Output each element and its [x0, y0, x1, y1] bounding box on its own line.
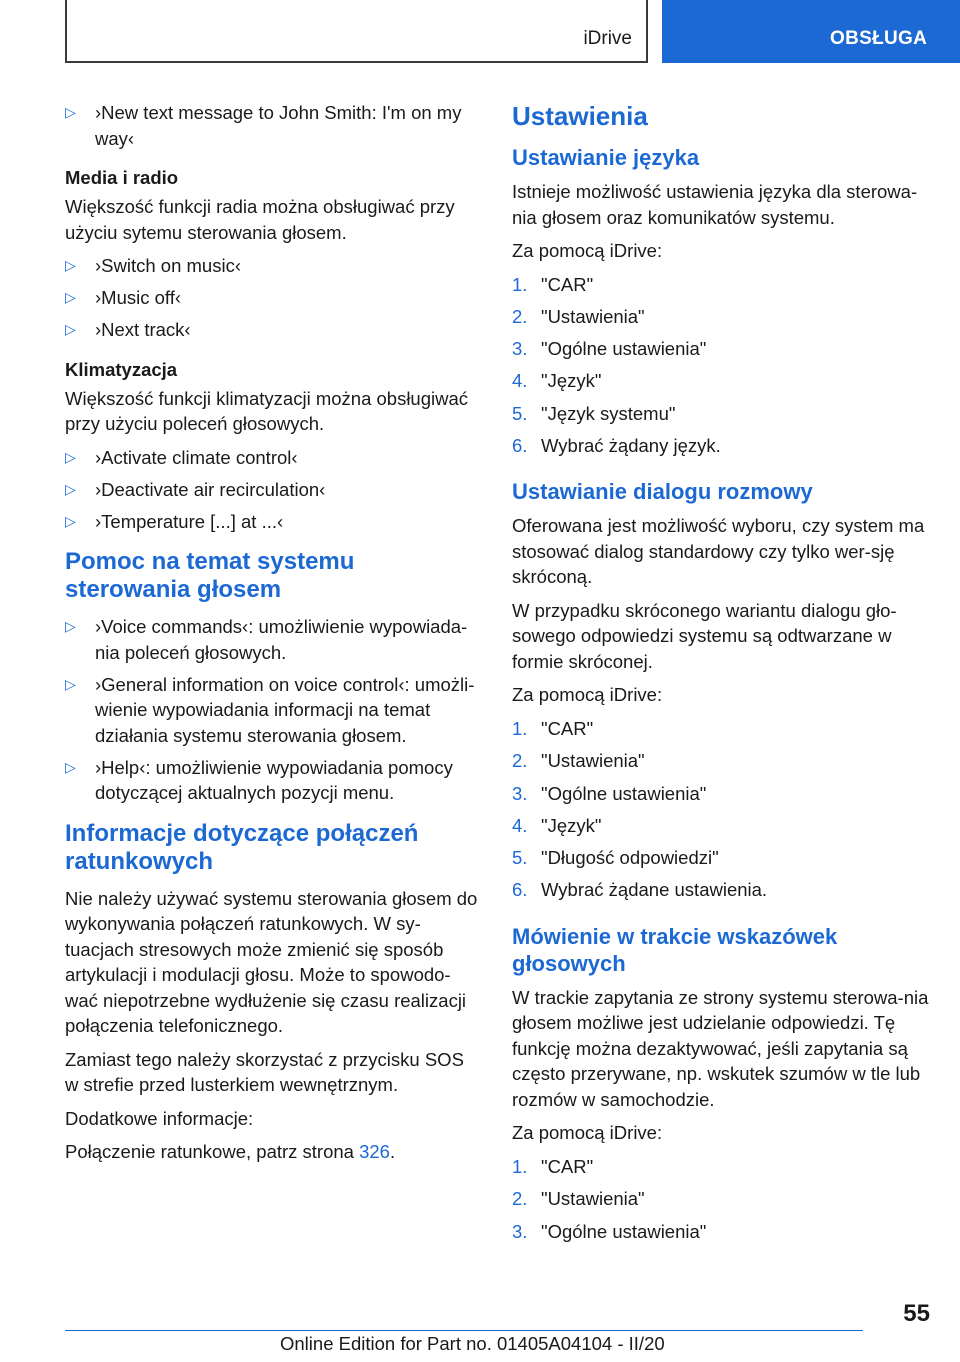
- page-number: 55: [903, 1300, 930, 1327]
- media-text: Większość funkcji radia można obsługiwać przy użyciu sytemu sterowania głosem.: [65, 196, 455, 243]
- voice-hints-steps: [512, 1154, 930, 1244]
- left-column: [65, 100, 480, 1173]
- media-command-list: [65, 253, 480, 343]
- dialog-heading: Ustawianie dialogu rozmowy: [512, 479, 813, 505]
- dialog-paragraph-1: Oferowana jest możliwość wyboru, czy system ma stosować dialog standardowy czy tylko wer-sję skróconą.: [512, 515, 925, 588]
- list-item: ▷ ›General information on voice control‹: umożli-wienie wypowiadania informacji na temat działania systemu sterowania głosem.: [65, 673, 475, 746]
- list-item: 3. "Ogólne ustawienia": [512, 338, 707, 360]
- triangle-bullet-icon: ▷: [65, 289, 76, 305]
- cross-reference: Połączenie ratunkowe, patrz strona 326.: [65, 1141, 396, 1162]
- list-item: 1. "CAR": [512, 1155, 594, 1177]
- emergency-paragraph: Nie należy używać systemu sterowania głosem do wykonywania połączeń ratunkowych. W sy-tuacjach stresowych może zmienić się sposób artykulacji i modulacji głosu. Może to spowodo-wać niepotrzebne wydłużenie się czasu realizacji połączenia telefonicznego.: [65, 887, 478, 1036]
- message-command-list: [65, 100, 480, 151]
- list-item: ▷ ›Voice commands‹: umożliwienie wypowiada-nia poleceń głosowych.: [65, 616, 468, 663]
- climate-title: Klimatyzacja: [65, 358, 178, 380]
- language-heading: Ustawianie języka: [512, 145, 700, 170]
- help-heading: Pomoc na temat systemu sterowania głosem: [65, 548, 355, 603]
- triangle-bullet-icon: ▷: [65, 675, 76, 692]
- list-item: 4. "Język": [512, 814, 602, 836]
- climate-text: Większość funkcji klimatyzacji można obsługiwać przy użyciu poleceń głosowych.: [65, 387, 469, 434]
- list-item: 6. Wybrać żądany język.: [512, 434, 721, 456]
- idrive-instruction: Za pomocą iDrive:: [512, 684, 663, 706]
- list-item: 6. Wybrać żądane ustawienia.: [512, 879, 768, 901]
- chapter-tab-label: OBSŁUGA: [830, 28, 928, 49]
- triangle-bullet-icon: ▷: [65, 321, 76, 337]
- media-title: Media i radio: [65, 167, 179, 188]
- list-item: 2. "Ustawienia": [512, 305, 645, 327]
- emergency-heading: Informacje dotyczące połączeń ratunkowych: [65, 819, 419, 875]
- list-item: ▷ ›Music off‹: [65, 285, 480, 311]
- list-item: ▷ ›Deactivate air recirculation‹: [65, 477, 480, 503]
- triangle-bullet-icon: ▷: [65, 618, 76, 634]
- list-item: ▷ ›Activate climate control‹: [65, 445, 480, 471]
- list-item: 1. "CAR": [512, 273, 594, 295]
- list-item: 3. "Ogólne ustawienia": [512, 1220, 707, 1242]
- triangle-bullet-icon: ▷: [65, 758, 76, 775]
- list-item: ▷ ›Help‹: umożliwienie wypowiadania pomocy dotyczącej aktualnych pozycji menu.: [65, 756, 453, 803]
- right-column: [512, 100, 930, 1251]
- voice-hints-heading: Mówienie w trakcie wskazówek głosowych: [512, 923, 838, 976]
- dialog-steps: [512, 716, 930, 903]
- list-item: ▷ ›Switch on music‹: [65, 253, 480, 279]
- list-item: ▷ ›Next track‹: [65, 317, 480, 343]
- triangle-bullet-icon: ▷: [65, 512, 76, 529]
- list-item: 5. "Język systemu": [512, 402, 676, 424]
- dialog-paragraph-2: W przypadku skróconego wariantu dialogu gło-sowego odpowiedzi systemu są odtwarzane w formie skróconej.: [512, 599, 897, 672]
- language-steps: [512, 272, 930, 459]
- more-info-label: Dodatkowe informacje:: [65, 1107, 254, 1129]
- help-command-list: [65, 614, 480, 806]
- edition-footer: Online Edition for Part no. 01405A04104 - II/20: [280, 1333, 665, 1354]
- voice-hints-text: W trackie zapytania ze strony systemu sterowa-nia głosem możliwe jest udzielanie odpowiedzi. Tę funkcję można dezaktywować, jeśli zapytania są często przerywane, np. wskutek szumów w tle lub rozmów w samochodzie.: [512, 986, 929, 1110]
- triangle-bullet-icon: ▷: [65, 480, 76, 497]
- list-item: ▷ ›New text message to John Smith: I'm on my way‹: [65, 102, 462, 149]
- page-reference-link[interactable]: 326: [359, 1141, 390, 1162]
- list-item: 2. "Ustawienia": [512, 1188, 645, 1210]
- section-label: iDrive: [583, 28, 632, 49]
- language-text: Istnieje możliwość ustawienia języka dla sterowa-nia głosem oraz komunikatów systemu.: [512, 181, 918, 228]
- triangle-bullet-icon: ▷: [65, 104, 76, 120]
- header-frame: [65, 0, 648, 63]
- triangle-bullet-icon: ▷: [65, 448, 76, 465]
- idrive-instruction: Za pomocą iDrive:: [512, 1122, 663, 1144]
- chapter-tab: [662, 0, 960, 63]
- footer-divider: [65, 1330, 863, 1331]
- list-item: 2. "Ustawienia": [512, 750, 645, 772]
- triangle-bullet-icon: ▷: [65, 257, 76, 273]
- list-item: 5. "Długość odpowiedzi": [512, 847, 719, 869]
- list-item: 3. "Ogólne ustawienia": [512, 782, 707, 804]
- list-item: ▷ ›Temperature [...] at ...‹: [65, 509, 480, 535]
- idrive-instruction: Za pomocą iDrive:: [512, 240, 663, 261]
- sos-paragraph: Zamiast tego należy skorzystać z przycisku SOS w strefie przed lusterkiem wewnętrznym.: [65, 1048, 464, 1095]
- climate-command-list: [65, 445, 480, 535]
- list-item: 1. "CAR": [512, 717, 594, 739]
- settings-heading: Ustawienia: [512, 101, 648, 131]
- list-item: 4. "Język": [512, 370, 602, 392]
